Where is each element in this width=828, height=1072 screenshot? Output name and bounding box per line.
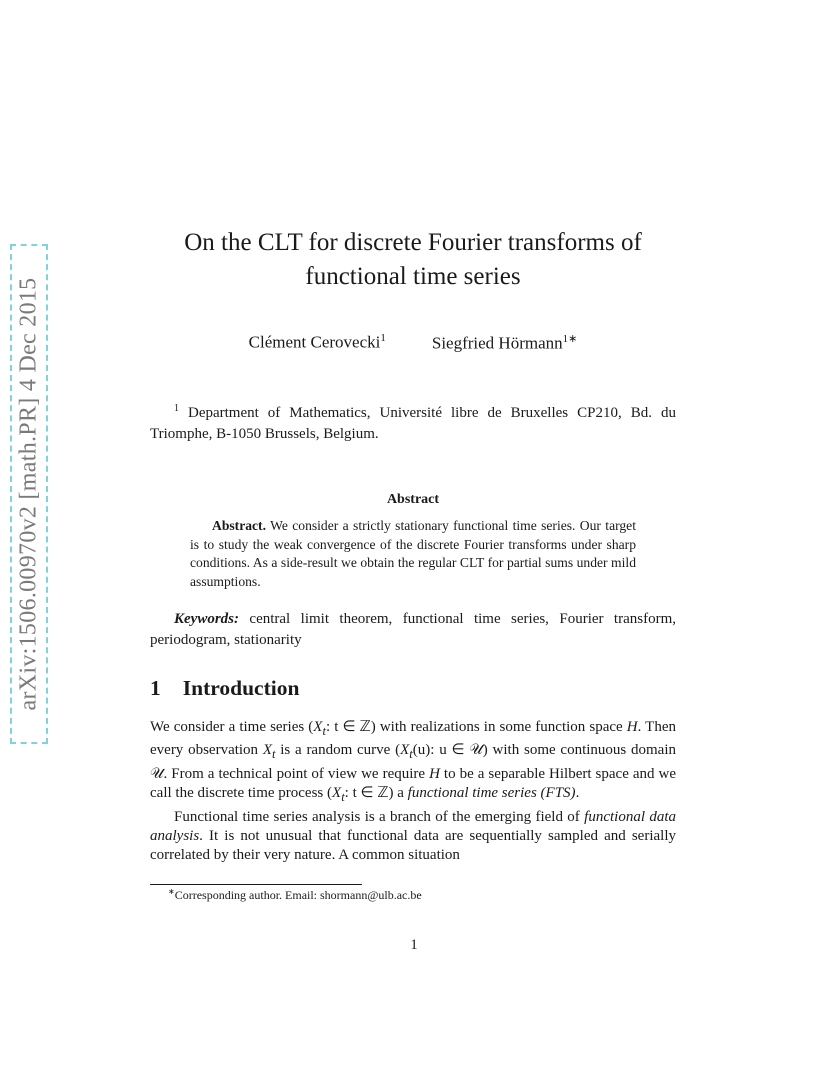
math-symbol: (u): u ∈ 𝒰 (412, 742, 483, 759)
math-symbol: X (400, 742, 410, 759)
paper-title: On the CLT for discrete Fourier transforms of functional time series (184, 229, 642, 290)
footnote (168, 887, 422, 903)
introduction-body (150, 718, 676, 866)
intro-term: functional data analysis (150, 808, 677, 845)
abstract-body (190, 517, 636, 591)
author-2-mark: 1∗ (562, 333, 578, 345)
intro-text: We consider a time series ( (150, 719, 314, 735)
math-symbol: t (341, 790, 345, 805)
affiliation-mark: 1 (174, 403, 179, 414)
intro-text: ) a (388, 785, 408, 802)
math-symbol: X (313, 719, 323, 735)
footnote-text: Corresponding author. Email: shormann@ulb.ac.be (174, 888, 422, 902)
author-1-mark: 1 (380, 332, 386, 344)
intro-text: to be a separable Hilbert space and we call the discrete time process ( (150, 765, 677, 802)
math-symbol: X (332, 785, 342, 802)
intro-text: . It is not unusual that functional data are sequentially sampled and serially correlated by their very nature. A common situation (150, 828, 676, 864)
page-number: 1 (410, 937, 418, 953)
intro-text: is a random curve ( (275, 742, 401, 759)
intro-text: . From a technical point of view we require (163, 765, 430, 782)
math-symbol: H (429, 765, 440, 782)
section-title: Introduction (182, 676, 300, 700)
intro-text: ) with some continuous domain (482, 742, 677, 759)
keywords-text: central limit theorem, functional time series, Fourier transform, periodogram, stationarity (150, 611, 676, 648)
math-symbol: H (626, 719, 638, 735)
author-list (150, 332, 676, 354)
intro-paragraph-2 (150, 808, 676, 866)
math-symbol: t (409, 747, 413, 762)
arxiv-stamp (10, 244, 48, 744)
arxiv-identifier: arXiv:1506.00970v2 [math.PR] 4 Dec 2015 (15, 277, 42, 711)
section-number: 1 (150, 676, 161, 700)
math-symbol: : t ∈ ℤ (344, 785, 389, 802)
intro-text: . (575, 785, 580, 802)
section-heading (150, 676, 299, 701)
math-symbol: t (322, 724, 326, 738)
author-2 (432, 332, 578, 354)
math-symbol: : t ∈ ℤ (325, 719, 371, 735)
intro-text: Functional time series analysis is a branch of the emerging field of (174, 808, 585, 825)
author-2-name: Siegfried Hörmann (431, 333, 563, 353)
abstract-heading: Abstract (386, 492, 440, 507)
intro-term: functional time series (FTS) (407, 785, 576, 802)
affiliation-text: Department of Mathematics, Université libre de Bruxelles CP210, Bd. du Triomphe, B-1050 Brussels, Belgium. (150, 405, 676, 442)
math-symbol: X (262, 742, 272, 759)
intro-text: . Then every observation (150, 719, 676, 759)
intro-text: ) with realizations in some function space (370, 719, 627, 735)
author-1-name: Clément Cerovecki (248, 332, 381, 352)
intro-paragraph-1 (150, 718, 676, 808)
abstract-lead: Abstract. (212, 518, 266, 533)
math-symbol: 𝒰 (150, 765, 164, 782)
footnote-divider (150, 884, 362, 885)
keywords-label: Keywords: (174, 611, 239, 627)
abstract-text: We consider a strictly stationary functional time series. Our target is to study the weak convergence of the discrete Fourier transforms under sharp conditions. As a side-result we obtain the regular CLT for partial sums under mild assumptions. (190, 518, 636, 589)
math-symbol: t (272, 747, 276, 762)
author-1 (249, 332, 386, 354)
affiliation (150, 398, 676, 445)
keywords (150, 609, 676, 651)
footnote-mark: ∗ (168, 887, 175, 896)
